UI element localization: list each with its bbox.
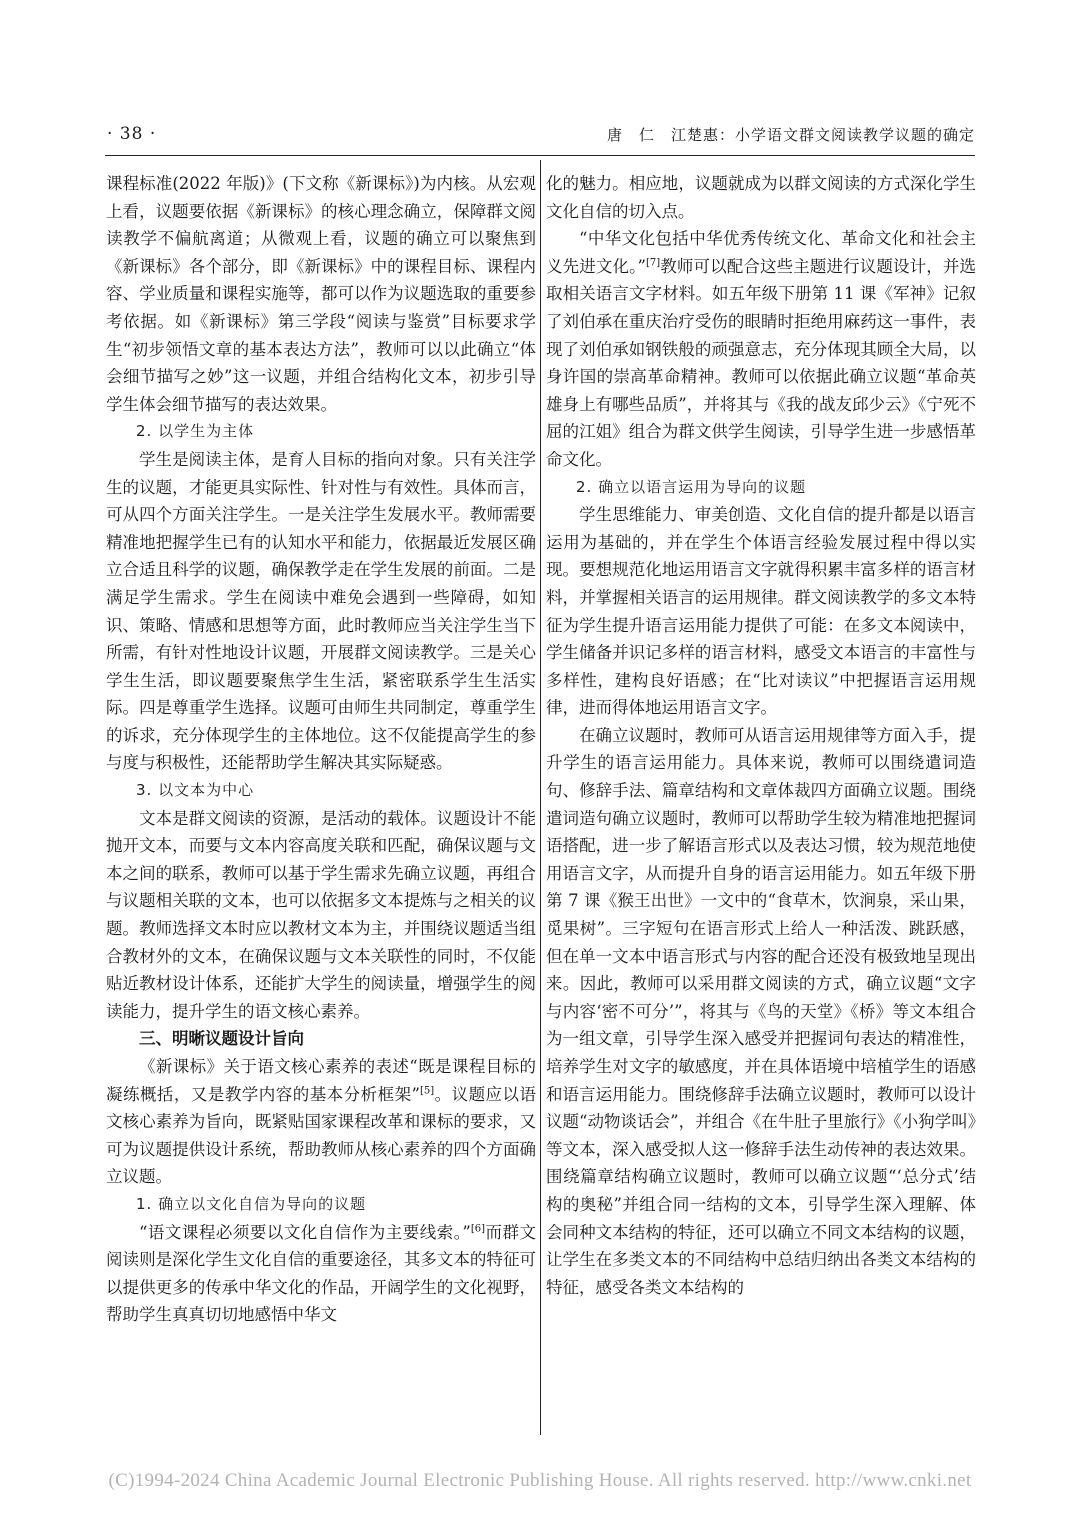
paragraph: [106, 1219, 536, 1329]
citation-ref: [5]: [419, 1085, 435, 1097]
page-header: [105, 118, 975, 152]
copyright-footer: (C)1994-2024 China Academic Journal Electronic Publishing House. All rights reserved. http://www.cnki.net: [108, 1470, 972, 1491]
header-rule: [105, 155, 975, 156]
paragraph-text: 教师可以配合这些主题进行议题设计，并选取相关语言文字材料。如五年级下册第 11 课《军神》记叙了刘伯承在重庆治疗受伤的眼睛时拒绝用麻药这一事件，表现了刘伯承如钢铁般的顽强意志，充分体现其顾全大局，以身许国的崇高革命精神。教师可以依据此确立议题“革命英雄身上有哪些品质”，并将其与《我的战友邱少云》《宁死不屈的江姐》组合为群文供学生阅读，引导学生进一步感悟革命文化。: [546, 256, 977, 469]
citation-ref: [7]: [645, 257, 661, 269]
subheading: 1. 确立以文化自信为导向的议题: [136, 1194, 367, 1213]
section-heading: 三、明晰议题设计旨向: [139, 1029, 304, 1049]
subheading: 2. 确立以语言运用为导向的议题: [576, 477, 807, 496]
left-column: [106, 170, 536, 1329]
paragraph-text: 《新课标》关于语文核心素养的表述“既是课程目标的凝练概括，又是教学内容的基本分析框架”: [106, 1057, 536, 1104]
paragraph: 学生是阅读主体，是育人目标的指向对象。只有关注学生的议题，才能更具实际性、针对性与有效性。具体而言，可从四个方面关注学生。一是关注学生发展水平。教师需要精准地把握学生已有的认知水平和能力，依据最近发展区确立合适且科学的议题，确保教学走在学生发展的前面。二是满足学生需求。学生在阅读中难免会遇到一些障碍，如知识、策略、情感和思想等方面，此时教师应当关注学生当下所需，有针对性地设计议题，开展群文阅读教学。三是关心学生生活，即议题要聚焦学生生活，紧密联系学生生活实际。四是尊重学生选择。议题可由师生共同制定，尊重学生的诉求，充分体现学生的主体地位。这不仅能提高学生的参与度与积极性，还能帮助学生解决其实际疑惑。: [106, 449, 536, 773]
right-column: [546, 170, 976, 1301]
paragraph-text: 。议题应以语文核心素养为旨向，既紧贴国家课程改革和课标的要求，又可为议题提供设计系统，帮助教师从核心素养的四个方面确立议题。: [106, 1084, 537, 1187]
paragraph-text: “语文课程必须要以文化自信作为主要线索。”: [139, 1222, 471, 1242]
paragraph: [106, 1053, 536, 1191]
paragraph: 学生思维能力、审美创造、文化自信的提升都是以语言运用为基础的，并在学生个体语言经验发展过程中得以实现。要想规范化地运用语言文字就得积累丰富多样的语言材料，并掌握相关语言的运用规律。群文阅读教学的多文本特征为学生提升语言运用能力提供了可能：在多文本阅读中，学生储备并识记多样的语言材料，感受文本语言的丰富性与多样性，建构良好语感；在“比对读议”中把握语言运用规律，进而得体地运用语言文字。: [546, 505, 976, 718]
page-number: · 38 ·: [107, 124, 157, 144]
citation-ref: [6]: [470, 1223, 486, 1235]
paragraph: [546, 225, 976, 473]
paragraph: 化的魅力。相应地，议题就成为以群文阅读的方式深化学生文化自信的切入点。: [546, 174, 976, 221]
paragraph: 课程标准(2022 年版)》(下文称《新课标》)为内核。从宏观上看，议题要依据《新课标》的核心理念确立，保障群文阅读教学不偏航离道；从微观上看，议题的确立可以聚焦到《新课标》各个部分，即《新课标》中的课程目标、课程内容、学业质量和课程实施等，都可以作为议题选取的重要参考依据。如《新课标》第三学段“阅读与鉴赏”目标要求学生“初步领悟文章的基本表达方法”，教师可以以此确立“体会细节描写之妙”这一议题，并组合结构化文本，初步引导学生体会细节描写的表达效果。: [106, 174, 536, 414]
column-divider: [540, 160, 541, 1435]
paragraph-text: 而群文阅读则是深化学生文化自信的重要途径，其多文本的特征可以提供更多的传承中华文化的作品，开阔学生的文化视野，帮助学生真真切切地感悟中华文: [106, 1222, 537, 1325]
running-title: 唐 仁 江楚惠：小学语文群文阅读教学议题的确定: [606, 126, 975, 144]
paragraph-text: “中华文化包括中华优秀传统文化、革命文化和社会主义先进文化。”: [546, 229, 976, 276]
paragraph: 文本是群文阅读的资源，是活动的载体。议题设计不能抛开文本，而要与文本内容高度关联和匹配，确保议题与文本之间的联系，教师可以基于学生需求先确立议题，再组合与议题相关联的文本，也可以依据多文本提炼与之相关的议题。教师选择文本时应以教材文本为主，并围绕议题适当组合教材外的文本，在确保议题与文本关联性的同时，不仅能贴近教材设计体系，还能扩大学生的阅读量，增强学生的阅读能力，提升学生的语文核心素养。: [106, 808, 536, 1021]
paragraph: 在确立议题时，教师可从语言运用规律等方面入手，提升学生的语言运用能力。具体来说，教师可以围绕遣词造句、修辞手法、篇章结构和文章体裁四方面确立议题。围绕遣词造句确立议题时，教师可以帮助学生较为精准地把握词语搭配，进一步了解语言形式以及表达习惯，较为规范地使用语言文字，从而提升自身的语言运用能力。如五年级下册第 7 课《猴王出世》一文中的“食草木，饮涧泉，采山果，觅果树”。三字短句在语言形式上给人一种活泼、跳跃感，但在单一文本中语言形式与内容的配合还没有极致地呈现出来。因此，教师可以采用群文阅读的方式，确立议题“文字与内容‘密不可分’”，将其与《鸟的天堂》《桥》等文本组合为一组文章，引导学生深入感受并把握词句表达的精准性，培养学生对文字的敏感度，并在具体语境中培植学生的语感和语言运用能力。围绕修辞手法确立议题时，教师可以设计议题“动物谈话会”，并组合《在牛肚子里旅行》《小狗学叫》等文本，深入感受拟人这一修辞手法生动传神的表达效果。围绕篇章结构确立议题时，教师可以确立议题“‘总分式’结构的奥秘”并组合同一结构的文本，引导学生深入理解、体会同种文本结构的特征，还可以确立不同文本结构的议题，让学生在多类文本的不同结构中总结归纳出各类文本结构的特征，感受各类文本结构的: [546, 725, 976, 1297]
subheading: 3. 以文本为中心: [136, 781, 255, 800]
subheading: 2. 以学生为主体: [136, 422, 255, 441]
